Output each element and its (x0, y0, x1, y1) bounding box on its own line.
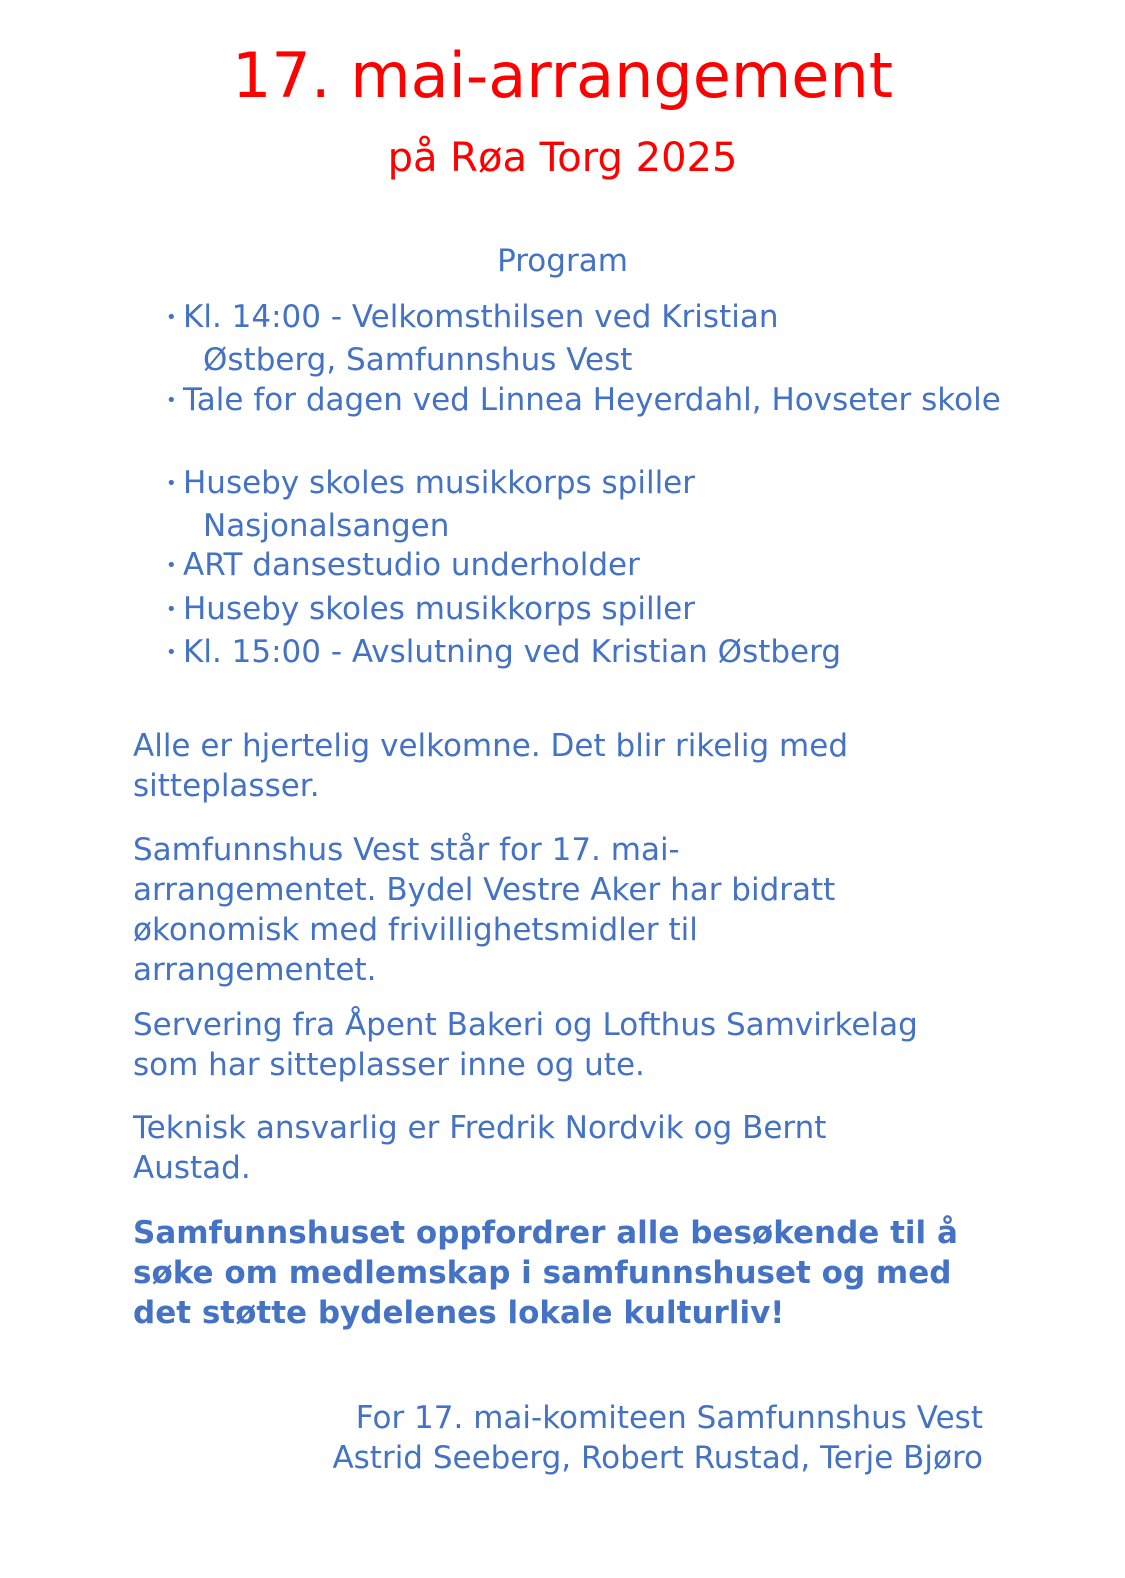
signature-committee: For 17. mai-komiteen Samfunnshus Vest (355, 1400, 983, 1436)
bullet-icon: • (166, 555, 177, 576)
membership-appeal: Samfunnshuset oppfordrer alle besøkende til å søke om medlemskap i samfunnshuset og med det støtte bydelenes lokale kulturliv! (133, 1215, 958, 1331)
technical-paragraph: Teknisk ansvarlig er Fredrik Nordvik og Bernt Austad. (133, 1110, 827, 1186)
program-item (166, 588, 1013, 631)
program-item (166, 631, 1013, 674)
program-item-text: Huseby skoles musikkorps spiller Nasjonalsangen (183, 465, 695, 544)
catering-paragraph: Servering fra Åpent Bakeri og Lofthus Samvirkelag som har sitteplasser inne og ute. (133, 1007, 918, 1083)
organizer-paragraph: Samfunnshus Vest står for 17. mai-arrangementet. Bydel Vestre Aker har bidratt økonomisk med frivillighetsmidler til arrangementet. (133, 832, 836, 988)
program-item (166, 296, 903, 382)
bullet-icon: • (166, 390, 177, 411)
bullet-icon: • (166, 307, 177, 328)
signature (332, 1398, 983, 1478)
program-heading: Program (497, 243, 628, 279)
program-item (166, 462, 803, 548)
program-item (166, 379, 1013, 422)
bullet-icon: • (166, 642, 177, 663)
program-item (166, 544, 1013, 587)
page-subtitle: på Røa Torg 2025 (387, 135, 738, 181)
program-item-text: Kl. 15:00 - Avslutning ved Kristian Østberg (183, 634, 842, 670)
program-item-text: Huseby skoles musikkorps spiller (183, 591, 695, 627)
bullet-icon: • (166, 473, 177, 494)
signature-names: Astrid Seeberg, Robert Rustad, Terje Bjøro (332, 1440, 983, 1476)
program-item-text: Kl. 14:00 - Velkomsthilsen ved Kristian Østberg, Samfunnshus Vest (183, 299, 779, 378)
welcome-paragraph: Alle er hjertelig velkomne. Det blir rikelig med sitteplasser. (133, 728, 848, 804)
program-item-text: Tale for dagen ved Linnea Heyerdahl, Hovseter skole (183, 382, 1001, 418)
page-title: 17. mai-arrangement (231, 39, 894, 112)
bullet-icon: • (166, 599, 177, 620)
program-item-text: ART dansestudio underholder (183, 547, 640, 583)
